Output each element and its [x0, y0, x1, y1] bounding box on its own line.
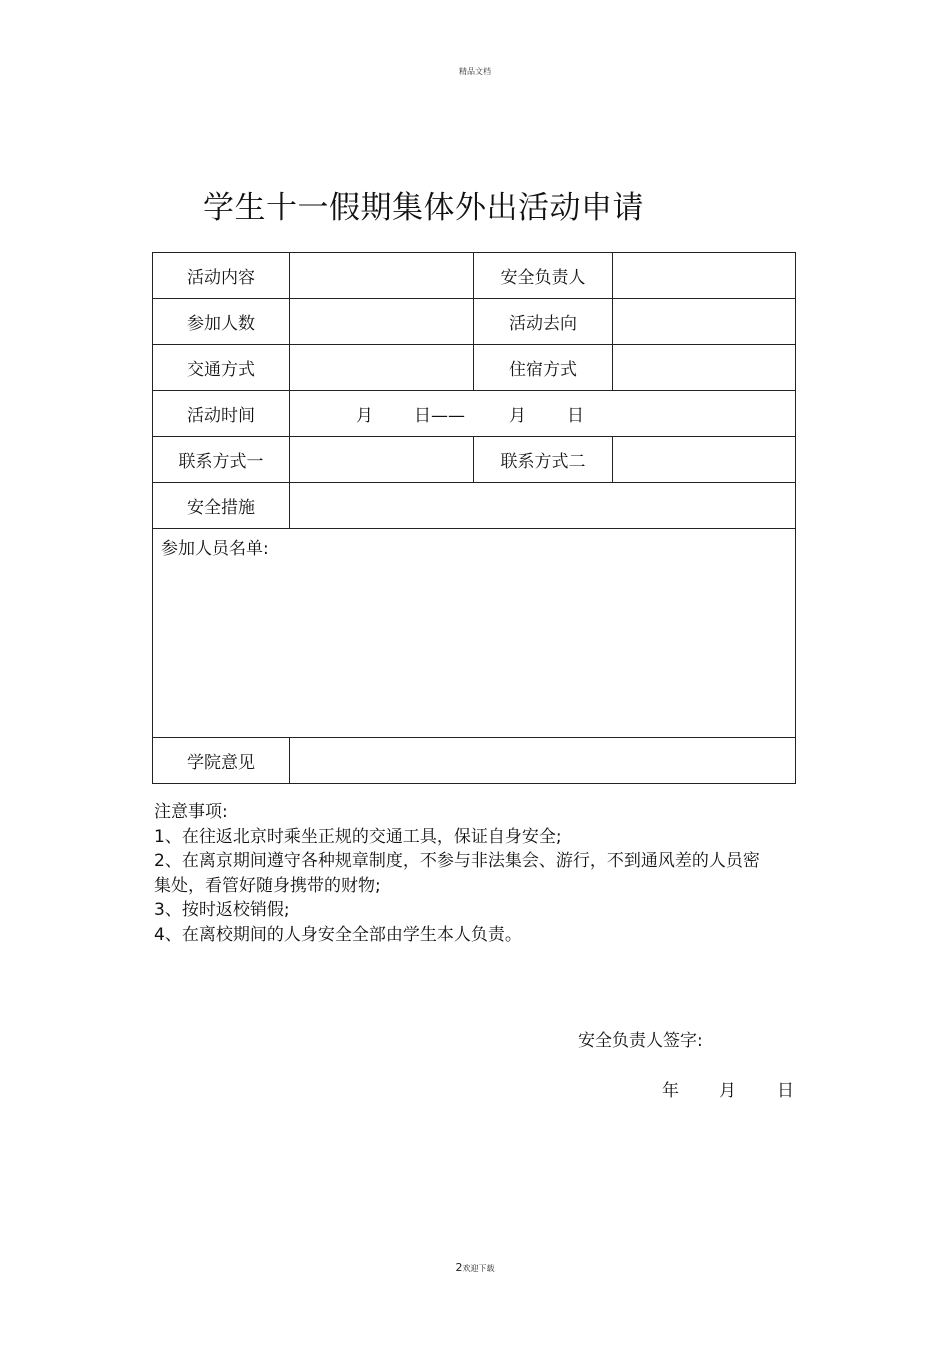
- participant-list-field[interactable]: [153, 529, 796, 738]
- activity-time-field[interactable]: [290, 391, 796, 437]
- note-item-2-line-1: 2、在离京期间遵守各种规章制度，不参与非法集会、游行，不到通风差的人员密: [154, 851, 760, 871]
- note-item-2-line-2: 集处，看管好随身携带的财物;: [154, 875, 381, 896]
- application-form-table: [152, 252, 796, 784]
- table-row: [153, 299, 796, 345]
- participants-count-label: 参加人数: [153, 299, 290, 345]
- time-month-2: 月: [509, 406, 526, 426]
- activity-content-field[interactable]: [290, 253, 474, 299]
- header-note: 精品文档: [459, 67, 491, 76]
- safety-officer-field[interactable]: [613, 253, 796, 299]
- destination-field[interactable]: [613, 299, 796, 345]
- activity-content-label: 活动内容: [153, 253, 290, 299]
- page-title: 学生十一假期集体外出活动申请: [203, 190, 644, 226]
- notes-heading: 注意事项:: [154, 802, 228, 822]
- contact-1-label: 联系方式一: [153, 437, 290, 483]
- time-month-1: 月: [356, 406, 373, 426]
- participant-list-label: 参加人员名单:: [161, 539, 269, 559]
- table-row: [153, 437, 796, 483]
- note-item-4: 4、在离校期间的人身安全全部由学生本人负责。: [154, 924, 522, 945]
- safety-measures-label: 安全措施: [153, 483, 290, 529]
- college-opinion-field[interactable]: [290, 738, 796, 784]
- table-row: [153, 345, 796, 391]
- college-opinion-label: 学院意见: [153, 738, 290, 784]
- note-item-3: 3、按时返校销假;: [154, 900, 290, 920]
- signature-date: [662, 1076, 794, 1101]
- signature-month: 月: [719, 1081, 736, 1101]
- table-row: [153, 391, 796, 437]
- contact-1-field[interactable]: [290, 437, 474, 483]
- signature-year: 年: [662, 1081, 679, 1101]
- table-row: [153, 738, 796, 784]
- page-footer: [0, 1261, 950, 1274]
- time-day-2: 日: [567, 406, 584, 426]
- table-row: [153, 253, 796, 299]
- time-day-1: 日——: [414, 406, 465, 426]
- participants-count-field[interactable]: [290, 299, 474, 345]
- transport-label: 交通方式: [153, 345, 290, 391]
- page-number: 2: [455, 1261, 463, 1274]
- table-row: [153, 483, 796, 529]
- signature-day: 日: [777, 1081, 794, 1101]
- destination-label: 活动去向: [474, 299, 613, 345]
- safety-measures-field[interactable]: [290, 483, 796, 529]
- notes-section: [154, 800, 794, 947]
- contact-2-field[interactable]: [613, 437, 796, 483]
- table-row: [153, 529, 796, 738]
- transport-field[interactable]: [290, 345, 474, 391]
- activity-time-label: 活动时间: [153, 391, 290, 437]
- safety-officer-label: 安全负责人: [474, 253, 613, 299]
- signature-label: 安全负责人签字:: [578, 1031, 703, 1051]
- note-item-1: 1、在往返北京时乘坐正规的交通工具，保证自身安全;: [154, 826, 562, 847]
- accommodation-field[interactable]: [613, 345, 796, 391]
- accommodation-label: 住宿方式: [474, 345, 613, 391]
- footer-text: 欢迎下载: [462, 1264, 495, 1273]
- contact-2-label: 联系方式二: [474, 437, 613, 483]
